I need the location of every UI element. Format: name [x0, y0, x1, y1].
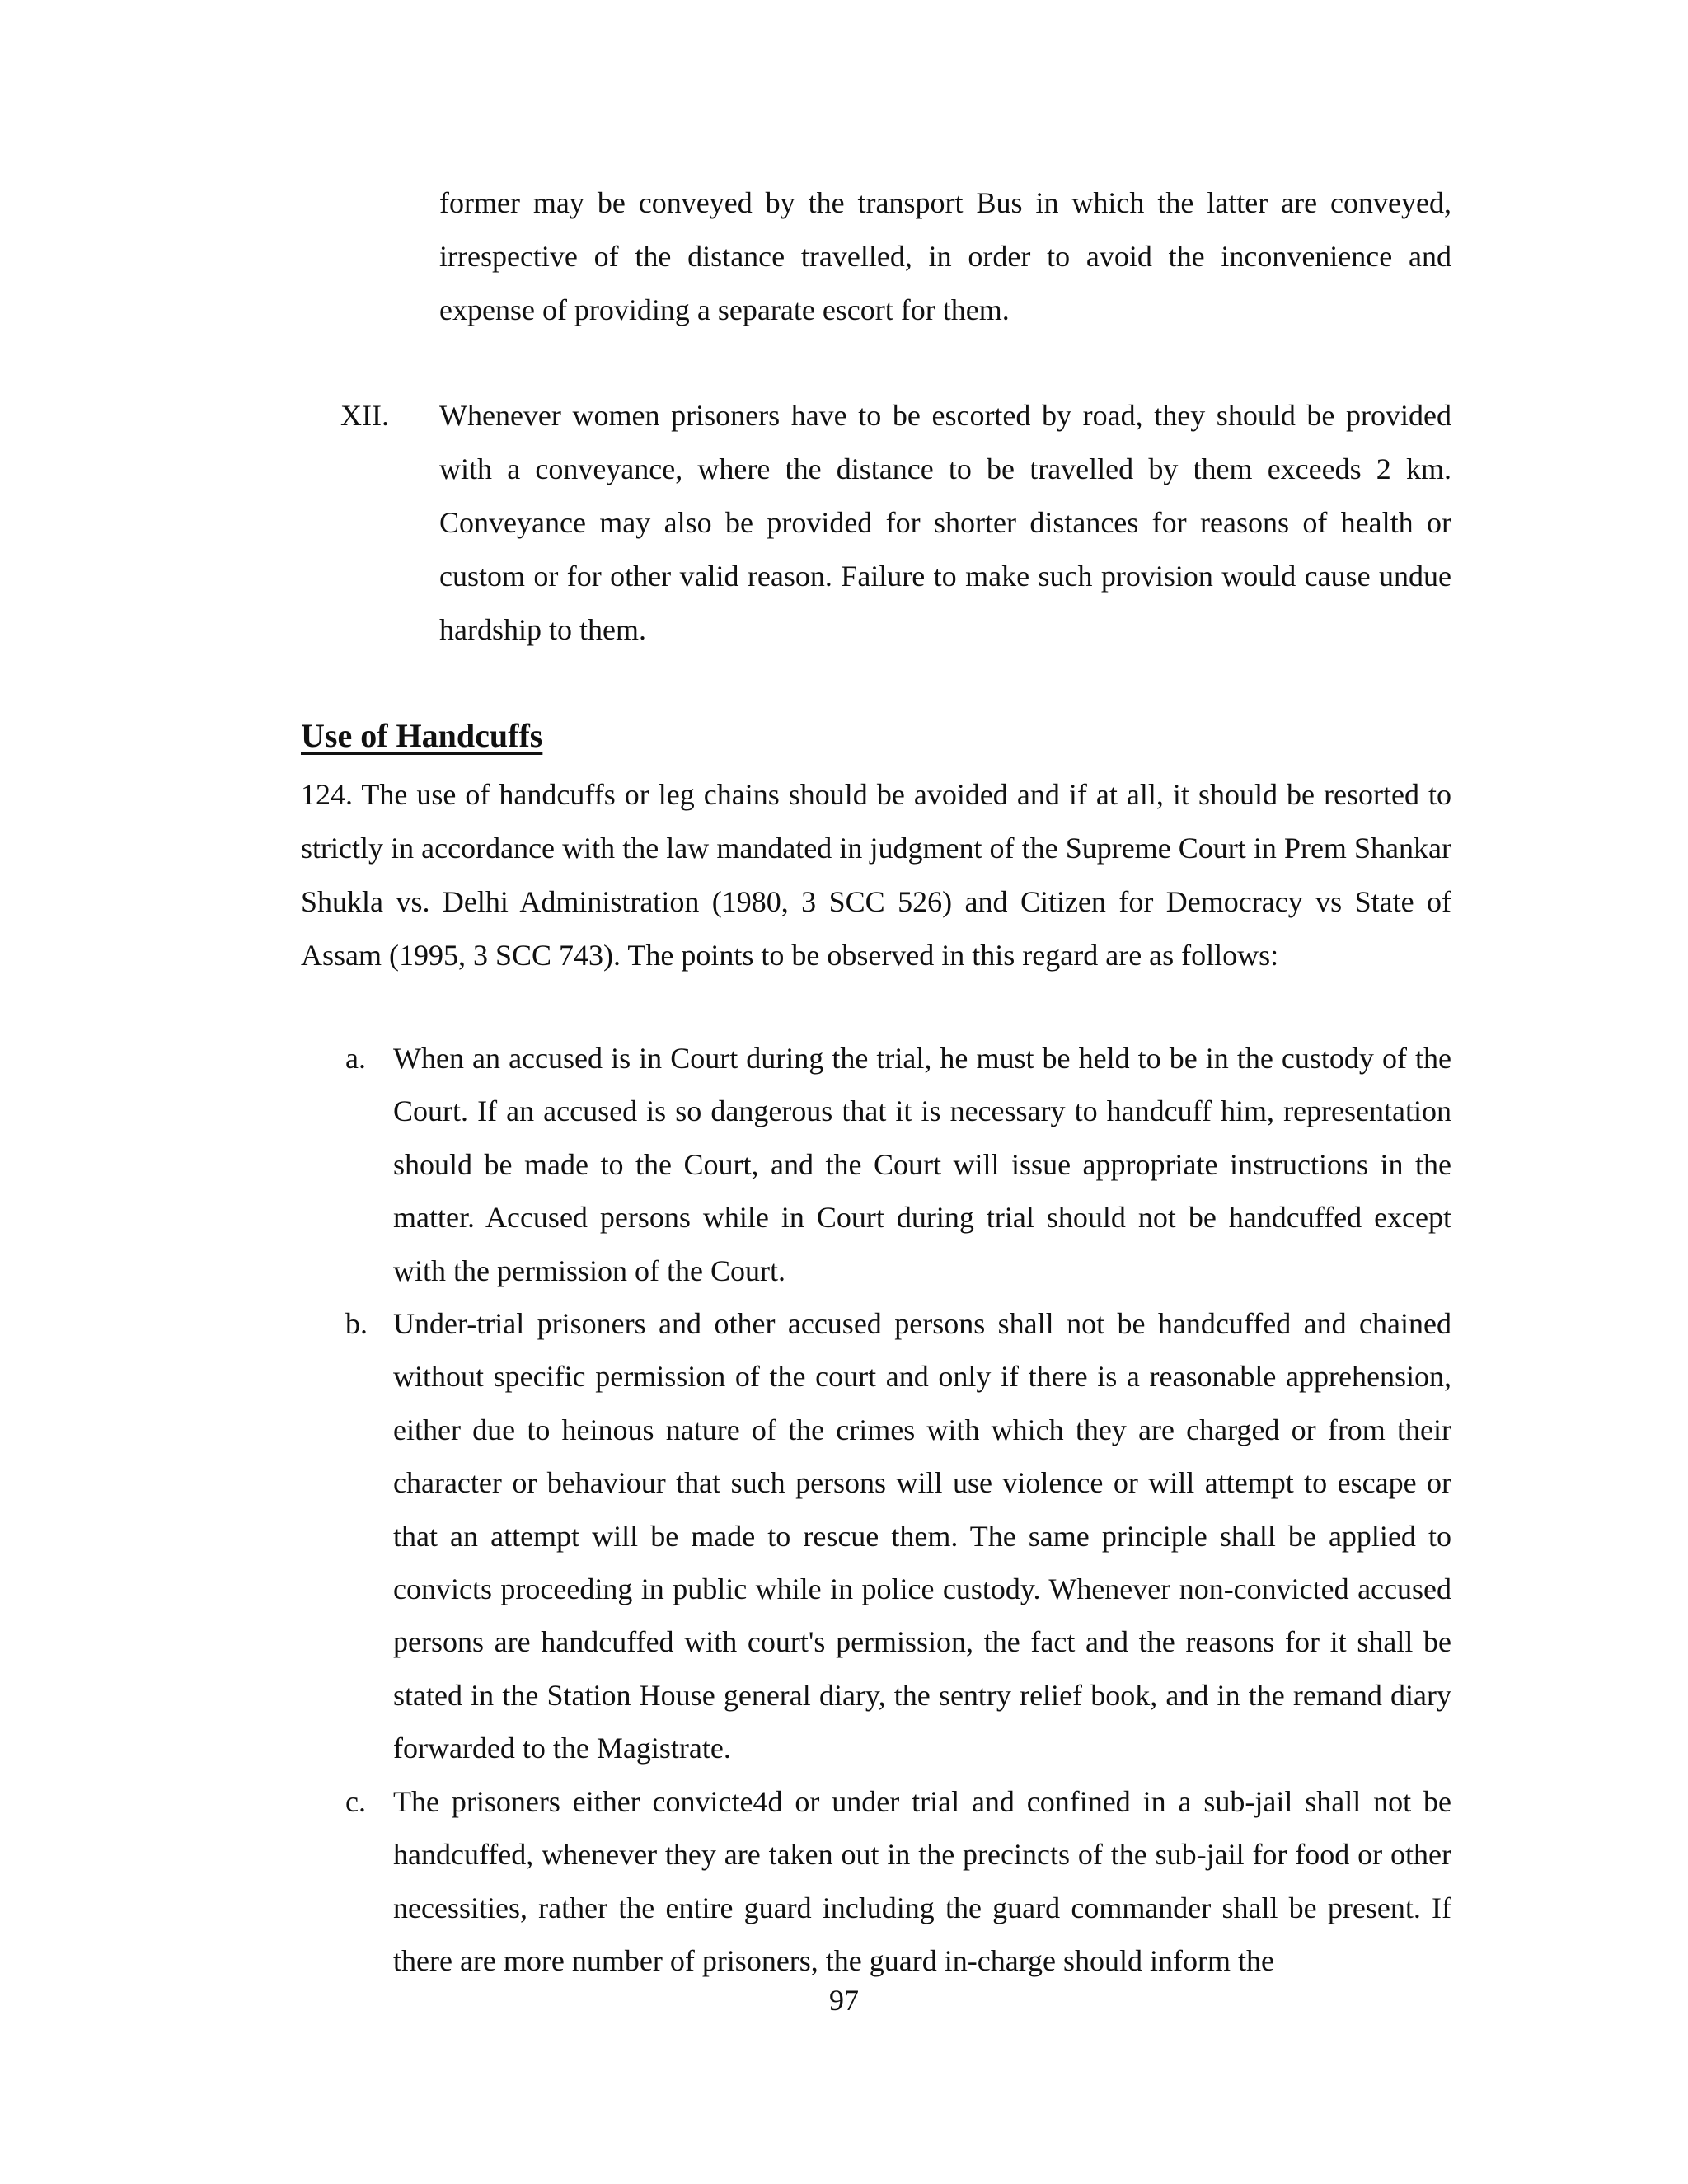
section-heading: Use of Handcuffs — [301, 717, 543, 754]
page-number: 97 — [829, 1984, 859, 2017]
list-marker: a. — [345, 1042, 366, 1075]
list-marker: c. — [345, 1784, 366, 1818]
list-item-text: The prisoners either convicte4d or under trial and confined in a sub-jail shall not be handcuffed, whenever they are taken out in the precincts of the sub-jail for food or other necessities, rather the entire guard including the guard commander shall be present. If there are more number of prisoners, the guard in-charge should inform the — [393, 1784, 1451, 1977]
list-item-c — [301, 1775, 1451, 1988]
continuation-paragraph: former may be conveyed by the transport Bus in which the latter are conveyed, irrespective of the distance travelled, in order to avoid the inconvenience and expense of providing a separate escort for them. — [439, 186, 1451, 326]
list-item-a — [301, 1032, 1451, 1297]
paragraph-124: 124. The use of handcuffs or leg chains should be avoided and if at all, it should be resorted to strictly in accordance with the law mandated in judgment of the Supreme Court in Prem Shankar Shukla vs. Delhi Administration (1980, 3 SCC 526) and Citizen for Democracy vs State of Assam (1995, 3 SCC 743). The points to be observed in this regard are as follows: — [301, 778, 1451, 972]
handcuff-rules-list — [301, 1032, 1451, 1987]
roman-list-text: Whenever women prisoners have to be escorted by road, they should be provided with a conveyance, where the distance to be travelled by them exceeds 2 km. Conveyance may also be provided for shorter distances for reasons of health or custom or for other valid reason. Failure to make such provision would cause undue hardship to them. — [439, 399, 1451, 646]
list-item-b — [301, 1297, 1451, 1775]
list-item-text: Under-trial prisoners and other accused persons shall not be handcuffed and chained without specific permission of the court and only if there is a reasonable apprehension, either due to heinous nature of the crimes with which they are charged or from their character or behaviour that such persons will use violence or will attempt to escape or that an attempt will be made to rescue them. The same principle shall be applied to convicts proceeding in public while in police custody. Whenever non-convicted accused persons are handcuffed with court's permission, the fact and the reasons for it shall be stated in the Station House general diary, the sentry relief book, and in the remand diary forwarded to the Magistrate. — [393, 1307, 1451, 1765]
list-item-text: When an accused is in Court during the trial, he must be held to be in the custody of the Court. If an accused is so dangerous that it is necessary to handcuff him, representation should be made to the Court, and the Court will issue appropriate instructions in the matter. Accused persons while in Court during trial should not be handcuffed except with the permission of the Court. — [393, 1042, 1451, 1287]
roman-list-marker: XII. — [340, 399, 389, 432]
list-marker: b. — [345, 1307, 368, 1341]
